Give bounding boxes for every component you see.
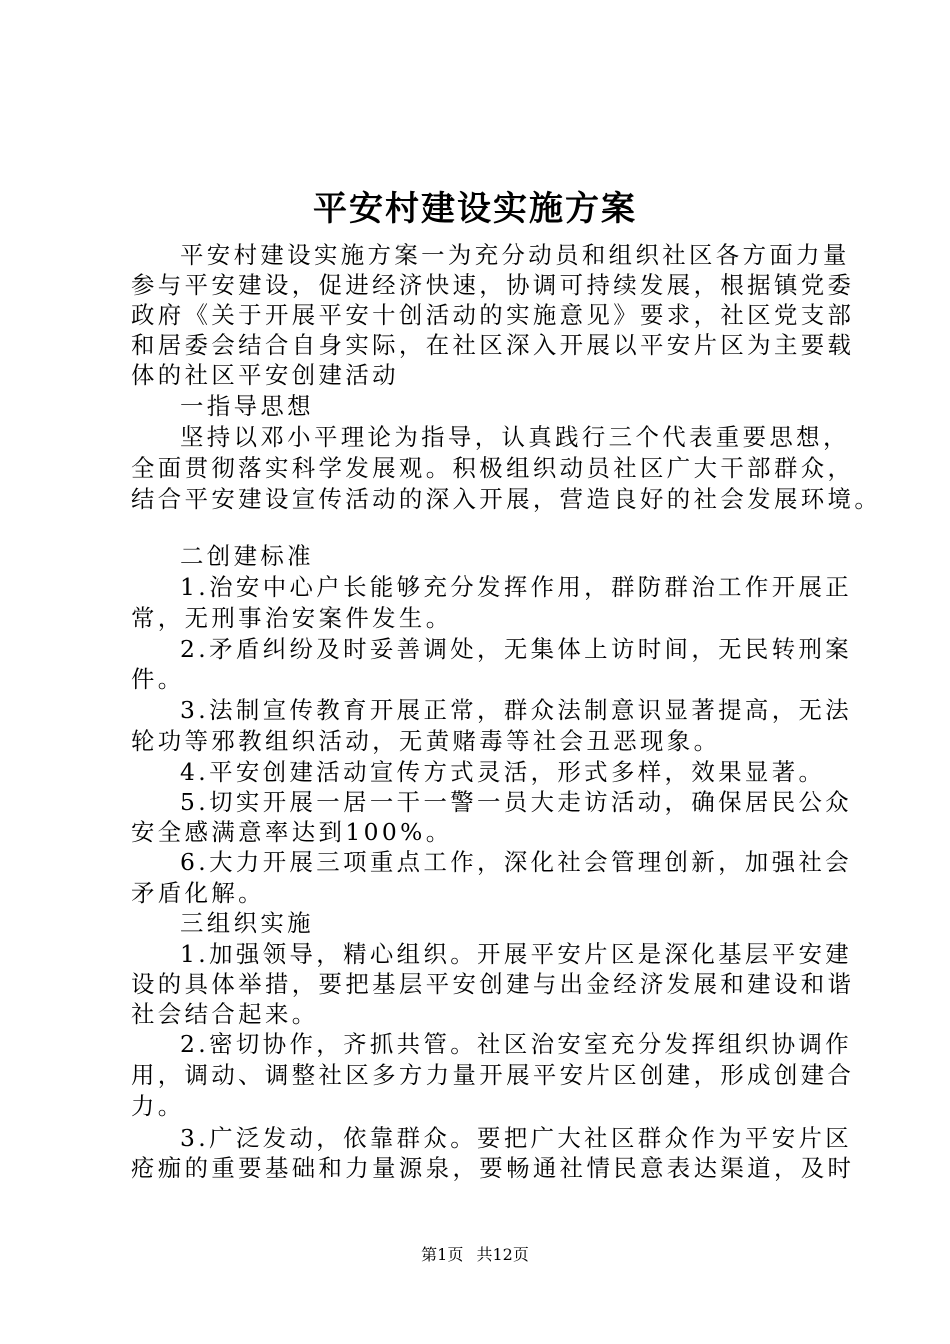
list-item: 2.密切协作，齐抓共管。社区治安室充分发挥组织协调作 — [180, 1030, 853, 1058]
list-item: 安全感满意率达到100%。 — [131, 818, 453, 846]
list-item: 疮痂的重要基础和力量源泉，要畅通社情民意表达渠道，及时 — [131, 1154, 855, 1182]
list-item: 设的具体举措，要把基层平安创建与出金经济发展和建设和谐 — [131, 970, 855, 998]
list-item: 1.治安中心户长能够充分发挥作用，群防群治工作开展正 — [180, 573, 853, 601]
list-item: 常，无刑事治安案件发生。 — [131, 604, 453, 632]
section-heading: 一指导思想 — [180, 392, 314, 420]
section-heading: 二创建标准 — [180, 542, 314, 570]
list-item: 3.广泛发动，依靠群众。要把广大社区群众作为平安片区 — [180, 1124, 853, 1152]
paragraph-line: 体的社区平安创建活动 — [131, 361, 399, 389]
list-item: 轮功等邪教组织活动，无黄赌毒等社会丑恶现象。 — [131, 727, 721, 755]
list-item: 4.平安创建活动宣传方式灵活，形式多样，效果显著。 — [180, 758, 826, 786]
paragraph-line: 结合平安建设宣传活动的深入开展，营造良好的社会发展环境。 — [131, 485, 882, 513]
page-total: 共12页 — [476, 1245, 529, 1264]
list-item: 件。 — [131, 665, 185, 693]
paragraph-line: 全面贯彻落实科学发展观。积极组织动员社区广大干部群众， — [131, 454, 855, 482]
paragraph-line: 政府《关于开展平安十创活动的实施意见》要求，社区党支部 — [131, 301, 855, 329]
page-number: 第1页 — [421, 1245, 464, 1264]
list-item: 用，调动、调整社区多方力量开展平安片区创建，形成创建合 — [131, 1061, 855, 1089]
list-item: 6.大力开展三项重点工作，深化社会管理创新，加强社会 — [180, 848, 853, 876]
document-title: 平安村建设实施方案 — [313, 189, 637, 229]
list-item: 矛盾化解。 — [131, 879, 265, 907]
paragraph-line: 参与平安建设，促进经济快速，协调可持续发展，根据镇党委 — [131, 271, 855, 299]
list-item: 5.切实开展一居一干一警一员大走访活动，确保居民公众 — [180, 788, 853, 816]
list-item: 社会结合起来。 — [131, 1000, 319, 1028]
paragraph-line: 坚持以邓小平理论为指导，认真践行三个代表重要思想， — [180, 423, 850, 451]
list-item: 3.法制宣传教育开展正常，群众法制意识显著提高，无法 — [180, 696, 853, 724]
paragraph-line: 平安村建设实施方案一为充分动员和组织社区各方面力量 — [180, 241, 850, 269]
paragraph-line: 和居委会结合自身实际，在社区深入开展以平安片区为主要载 — [131, 331, 855, 359]
page-footer — [0, 1242, 950, 1265]
section-heading: 三组织实施 — [180, 909, 314, 937]
list-item: 2.矛盾纠纷及时妥善调处，无集体上访时间，无民转刑案 — [180, 635, 853, 663]
list-item: 力。 — [131, 1092, 185, 1120]
list-item: 1.加强领导，精心组织。开展平安片区是深化基层平安建 — [180, 940, 853, 968]
